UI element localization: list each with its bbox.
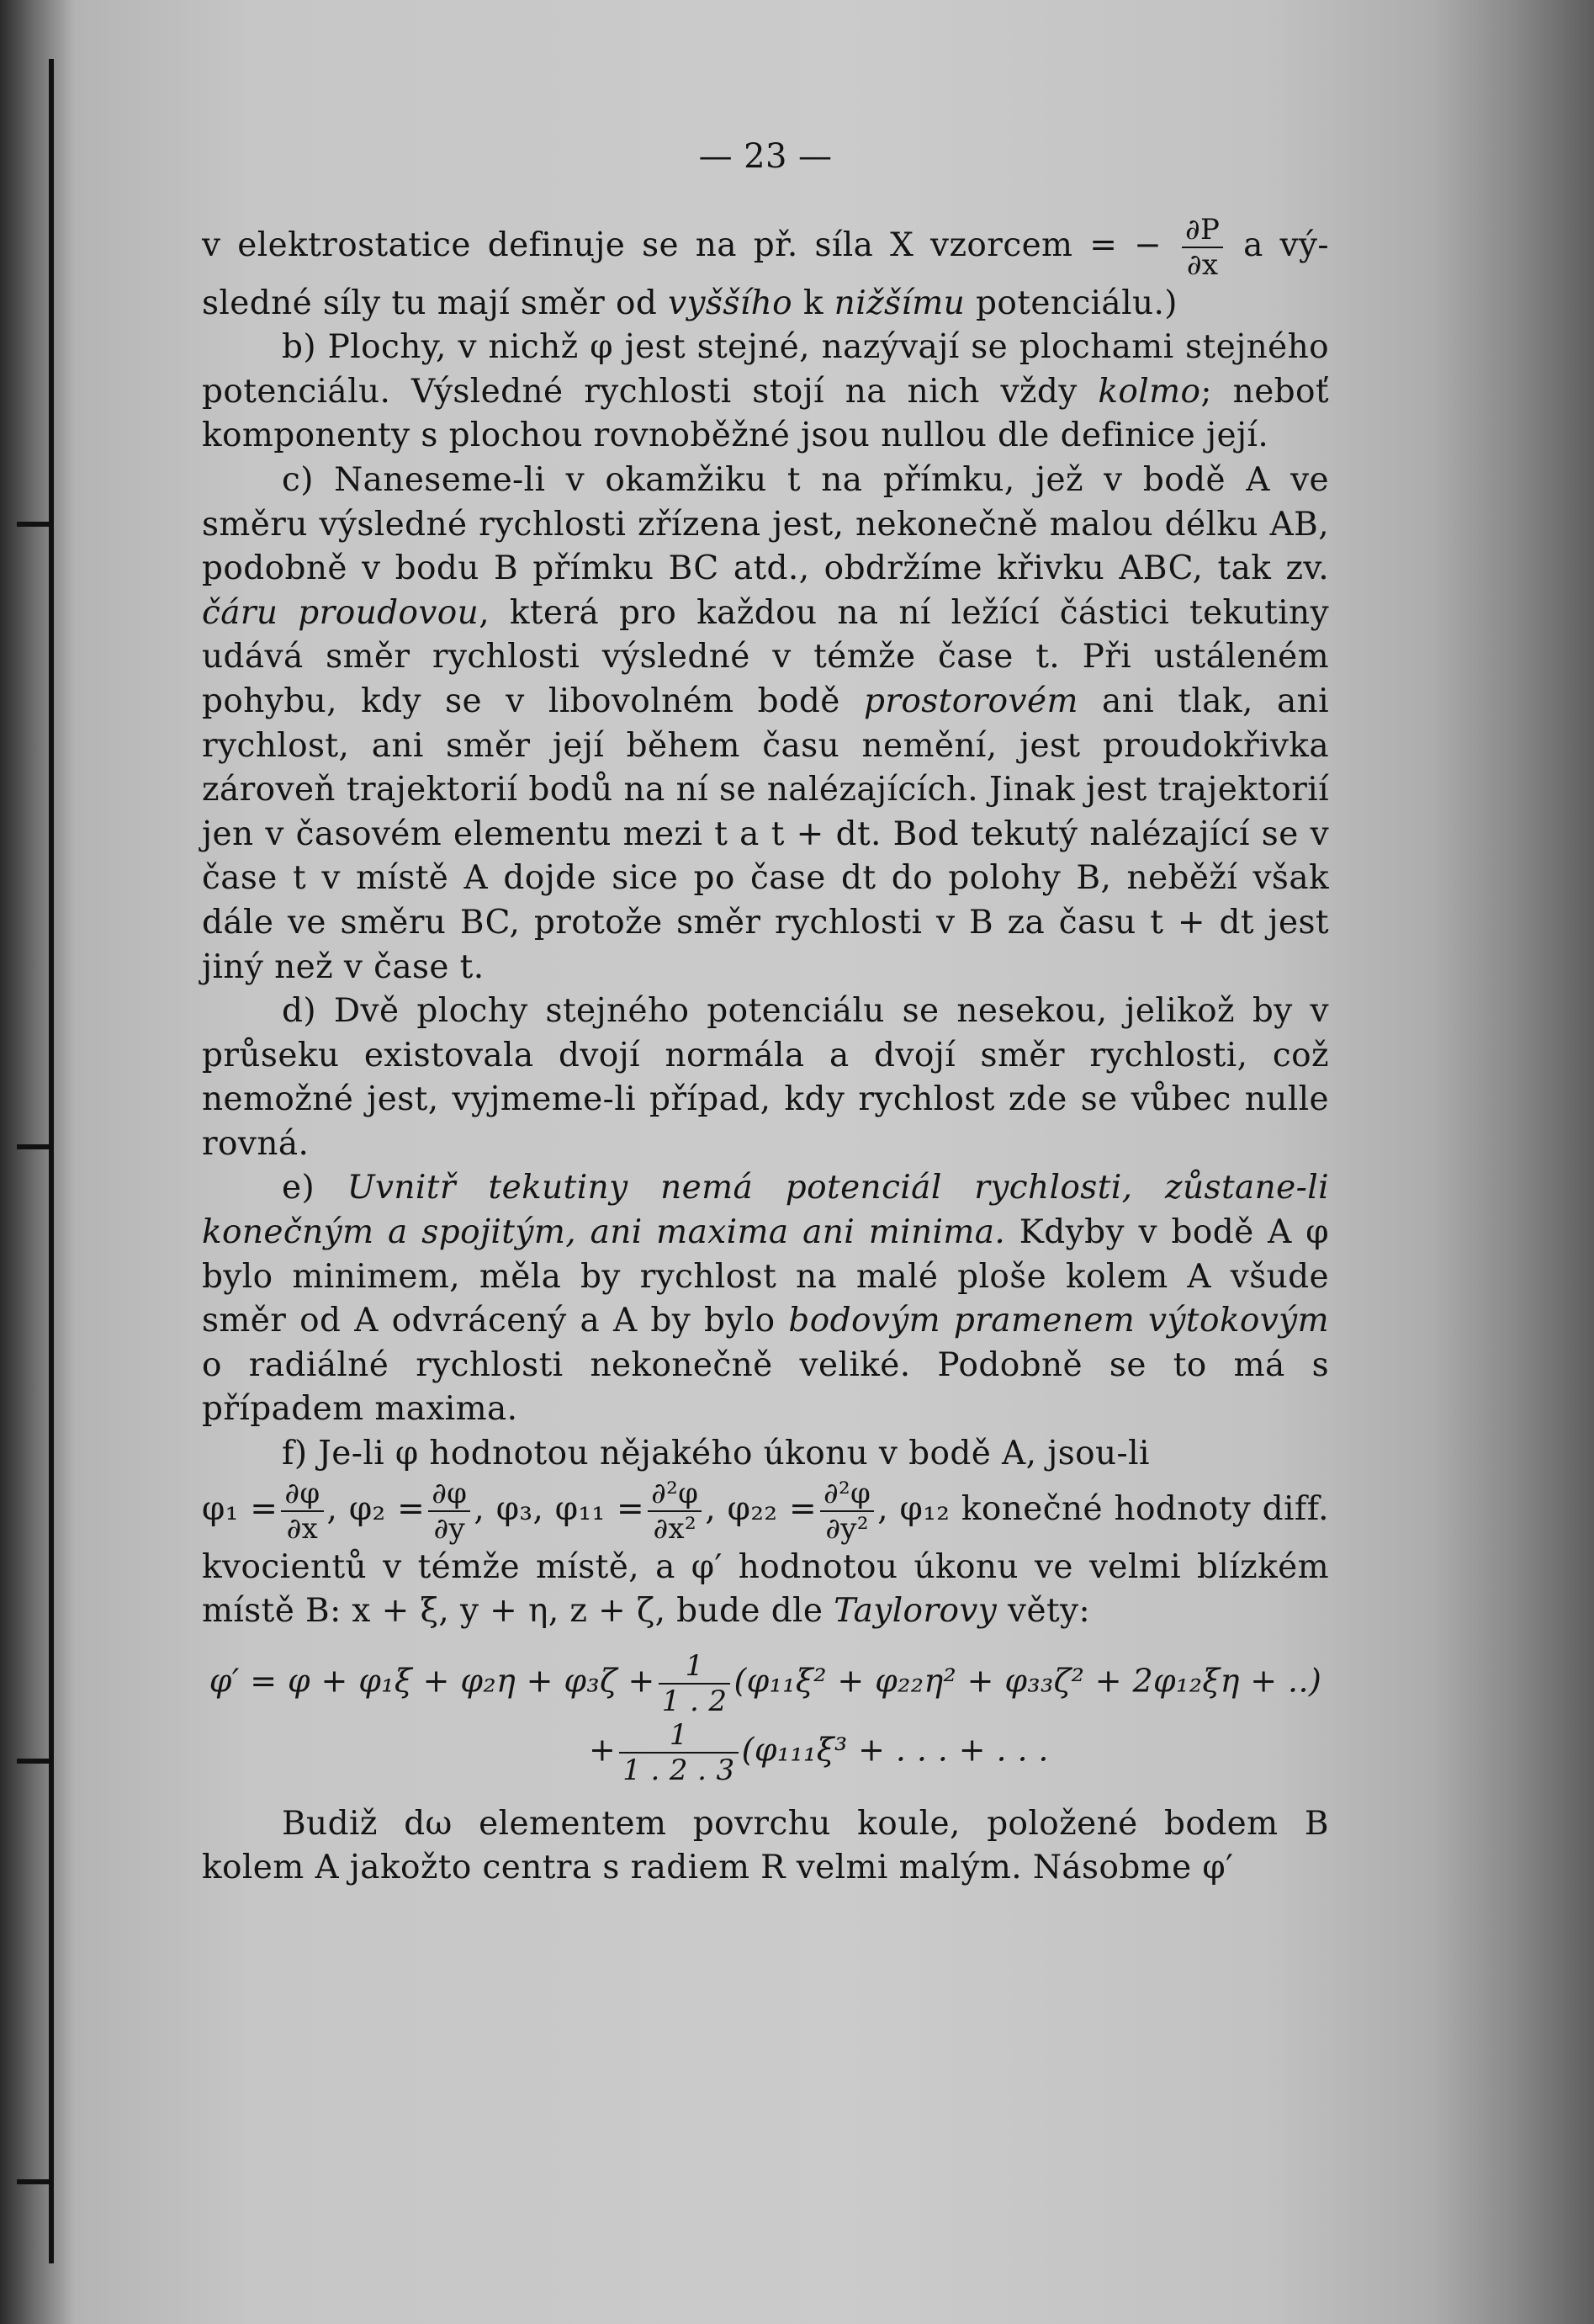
fraction — [281, 1477, 323, 1546]
paragraph-f-equations — [202, 1477, 1329, 1634]
text: ; neboť komponenty s plochou rovnoběžné jsou nullou dle definice její. — [202, 372, 1329, 455]
emphasis: kolmo — [1098, 372, 1201, 411]
emphasis: vyššího — [668, 284, 793, 322]
formula-line-2 — [421, 1718, 1329, 1787]
paragraph-e — [202, 1166, 1329, 1432]
text: , φ₂ = — [326, 1489, 426, 1528]
frac-num: 1 — [659, 1649, 731, 1685]
text: d) Dvě plochy stejného potenciálu se nesekou, jelikož by v průseku existovala dvojí normála a dvojí směr rychlosti, což nemožné jest, vyjmeme-li případ, kdy rychlost zde se vůbec nulle rovná. — [202, 992, 1329, 1163]
text: φ′ = φ + φ₁ξ + φ₂η + φ₃ζ + — [209, 1662, 655, 1700]
text: a vý-sledné síly tu mají směr od — [202, 226, 1329, 322]
page-edge-line — [49, 59, 54, 2263]
text: , která pro každou na ní ležící částici tekutiny udává směr rychlosti výsledné v témže čase t. Při ustáleném pohybu, kdy se v libovolném bodě — [202, 593, 1329, 720]
frac-num: ∂²φ — [820, 1477, 874, 1512]
fraction — [1182, 213, 1223, 282]
text: o radiálné rychlosti nekonečně veliké. Podobně se to má s případem maxima. — [202, 1345, 1329, 1429]
frac-num: ∂φ — [281, 1477, 323, 1512]
text: (φ₁₁ξ² + φ₂₂η² + φ₃₃ζ² + 2φ₁₂ξη + ..) — [733, 1662, 1322, 1700]
text: e) — [282, 1169, 347, 1207]
emphasis: nižšímu — [834, 284, 966, 322]
frac-num: 1 — [619, 1718, 738, 1754]
formula-line-1 — [202, 1649, 1329, 1718]
text: c) Naneseme-li v okamžiku t na přímku, jež v bodě A ve směru výsledné rychlosti zřízena jest, nekonečně malou délku AB, podobně v bodu B přímku BC atd., obdržíme křivku ABC, tak zv. — [202, 460, 1329, 588]
emphasis: bodovým pramenem výtokovým — [788, 1302, 1329, 1340]
paragraph-b — [202, 326, 1329, 459]
fraction — [428, 1477, 470, 1546]
edge-mark — [17, 2179, 54, 2184]
frac-num: ∂P — [1182, 213, 1223, 248]
edge-mark — [17, 522, 54, 527]
paragraph-c — [202, 459, 1329, 990]
fraction — [619, 1718, 738, 1787]
text: Budiž dω elementem povrchu koule, položené bodem B kolem A jakožto centra s radiem R velmi malým. Násobme φ′ — [202, 1804, 1329, 1887]
frac-den: ∂x — [286, 1511, 319, 1546]
paragraph-f — [202, 1432, 1329, 1477]
text: , φ₂₂ = — [705, 1489, 818, 1528]
text: (φ₁₁₁ξ³ + . . . + . . . — [741, 1731, 1049, 1769]
emphasis: prostorovém — [863, 682, 1078, 720]
fraction — [648, 1477, 702, 1546]
emphasis: čáru proudovou — [202, 593, 479, 632]
frac-den: 1 . 2 — [661, 1684, 728, 1718]
text: b) Plochy, v nichž φ jest stejné, nazývají se plochami stejného potenciálu. Výsledné rychlosti stojí na nich vždy — [202, 328, 1329, 411]
text: k — [792, 284, 834, 322]
page-number: — 23 — — [698, 137, 833, 176]
text: + — [589, 1731, 617, 1769]
edge-mark — [17, 1759, 54, 1764]
frac-num: ∂φ — [428, 1477, 470, 1512]
fraction — [659, 1649, 731, 1718]
paragraph-continuation — [202, 213, 1329, 326]
text: f) Je-li φ hodnotou nějakého úkonu v bodě A, jsou-li — [282, 1435, 1150, 1473]
page-body — [202, 135, 1329, 1891]
frac-den: ∂y — [433, 1511, 466, 1546]
text: v elektrostatice definuje se na př. síla X vzorcem = − — [202, 226, 1162, 264]
paragraph-final — [202, 1802, 1329, 1891]
text: φ₁ = — [202, 1489, 278, 1528]
emphasis: Taylorovy — [834, 1592, 998, 1631]
text: ani tlak, ani rychlost, ani směr její během času nemění, jest proudokřivka zároveň trajektorií bodů na ní se nalézajících. Jinak jest trajektorií jen v časovém elementu mezi t a t + dt. Bod tekutý nalézající se v čase t v místě A dojde sice po čase dt do polohy B, neběží však dále ve směru BC, protože směr rychlosti v B za času t + dt jest jiný než v čase t. — [202, 682, 1329, 986]
text: Kdyby v bodě A φ bylo minimem, měla by rychlost na malé ploše kolem A všude směr od A odvrácený a A by bylo — [202, 1213, 1329, 1340]
paragraph-d — [202, 990, 1329, 1166]
text: věty: — [997, 1592, 1090, 1631]
frac-den: ∂x — [1186, 247, 1219, 282]
text: , φ₃, φ₁₁ = — [474, 1489, 645, 1528]
frac-den: ∂x² — [653, 1511, 697, 1546]
frac-den: 1 . 2 . 3 — [622, 1753, 735, 1787]
edge-mark — [17, 1144, 54, 1149]
fraction — [820, 1477, 874, 1546]
frac-num: ∂²φ — [648, 1477, 702, 1512]
text: , φ₁₂ konečné hodnoty diff. kvocientů v témže místě, a φ′ hodnotou úkonu ve velmi blízkém místě B: x + ξ, y + η, z + ζ, bude dle — [202, 1489, 1329, 1631]
text: potenciálu.) — [965, 284, 1178, 322]
frac-den: ∂y² — [825, 1511, 869, 1546]
taylor-formula — [202, 1649, 1329, 1787]
emphasis: Uvnitř tekutiny nemá potenciál rychlosti, zůstane-li konečným a spojitým, ani maxima ani minima. — [202, 1169, 1329, 1252]
